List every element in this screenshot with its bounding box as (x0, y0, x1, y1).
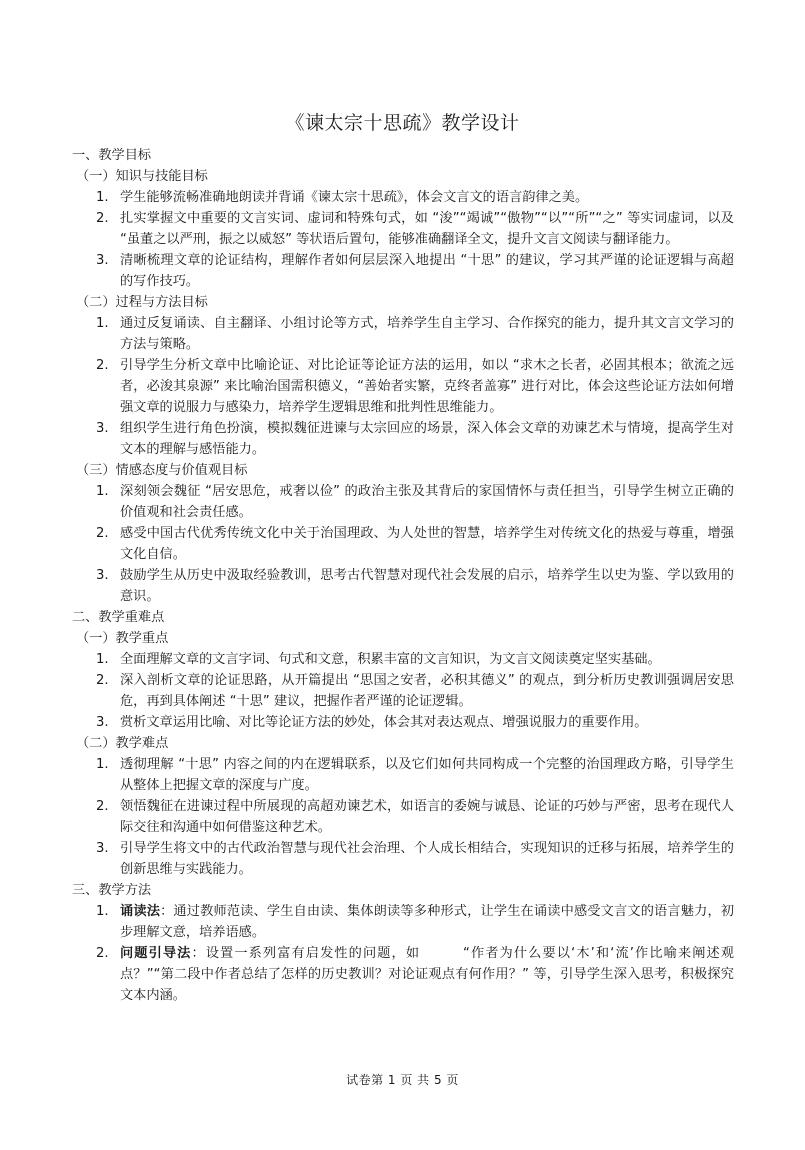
item-text: 引导学生分析文章中比喻论证、对比论证等论证方法的运用，如以 “求木之长者，必固其根本；欲流之远者，必浚其泉源” 来比喻治国需积德义，“善始者实繁，克终者盖寡” 进行对比，体会这些论证方法如何增强文章的说服力与感染力，培养学生逻辑思维和批判性思维能力。 (120, 358, 734, 415)
item-text: 组织学生进行角色扮演，模拟魏征进谏与太宗回应的场景，深入体会文章的劝谏艺术与情境，提高学生对文本的理解与感悟能力。 (120, 421, 734, 457)
list-item (72, 565, 734, 607)
item-number: 1. (96, 757, 109, 772)
numbered-list (72, 313, 734, 460)
item-number: 2. (96, 799, 109, 814)
list-item (72, 670, 734, 712)
item-number: 2. (96, 211, 109, 226)
item-text: 透彻理解 “十思” 内容之间的内在逻辑联系，以及它们如何共同构成一个完整的治国理政方略，引导学生从整体上把握文章的深度与广度。 (120, 757, 734, 793)
list-item (72, 901, 734, 943)
item-text: 引导学生将文中的古代政治智慧与现代社会治理、个人成长相结合，实现知识的迁移与拓展，培养学生的创新思维与实践能力。 (120, 841, 734, 877)
page-title: 《谏太宗十思疏》教学设计 (285, 112, 520, 134)
item-number: 3. (96, 421, 109, 436)
item-number: 2. (96, 673, 109, 688)
subsection-heading: （三）情感态度与价值观目标 (76, 463, 248, 478)
page-footer: 试卷第 1 页 共 5 页 (346, 1073, 459, 1087)
item-number: 1. (96, 484, 109, 499)
numbered-list (72, 649, 734, 733)
numbered-list (72, 754, 734, 880)
list-item (72, 355, 734, 418)
item-text: 学生能够流畅准确地朗读并背诵《谏太宗十思疏》，体会文言文的语言韵律之美。 (120, 190, 589, 205)
item-number: 3. (96, 841, 109, 856)
item-text: 通过反复诵读、自主翻译、小组讨论等方式，培养学生自主学习、合作探究的能力，提升其文言文学习的方法与策略。 (120, 316, 734, 352)
item-text: ：设置一系列富有启发性的问题，如 “作者为什么要以‘木’和‘流’作比喻来阐述观点？”“第二段中作者总结了怎样的历史教训？对论证观点有何作用？” 等，引导学生深入思考，积极探究文本内涵。 (120, 946, 734, 1003)
numbered-list (72, 481, 734, 607)
item-number: 2. (96, 358, 109, 373)
subsection-heading: （二）教学难点 (76, 736, 169, 751)
item-number: 2. (96, 946, 109, 961)
item-text: 深刻领会魏征 “居安思危，戒奢以俭” 的政治主张及其背后的家国情怀与责任担当，引导学生树立正确的价值观和社会责任感。 (120, 484, 734, 520)
list-item (72, 481, 734, 523)
item-text: 感受中国古代优秀传统文化中关于治国理政、为人处世的智慧，培养学生对传统文化的热爱与尊重，增强文化自信。 (120, 526, 734, 562)
subsection-heading: （二）过程与方法目标 (76, 295, 208, 310)
list-item (72, 187, 734, 208)
item-text: 全面理解文章的文言字词、句式和文意，积累丰富的文言知识，为文言文阅读奠定坚实基础。 (120, 652, 661, 667)
document-body (72, 145, 734, 1006)
item-number: 3. (96, 253, 109, 268)
section-heading: 二、教学重难点 (72, 610, 165, 625)
list-item (72, 523, 734, 565)
item-text: 鼓励学生从历史中汲取经验教训，思考古代智慧对现代社会发展的启示，培养学生以史为鉴、学以致用的意识。 (120, 568, 734, 604)
item-text: 赏析文章运用比喻、对比等论证方法的妙处，体会其对表达观点、增强说服力的重要作用。 (120, 715, 648, 730)
list-item (72, 208, 734, 250)
item-text: ：通过教师范读、学生自由读、集体朗读等多种形式，让学生在诵读中感受文言文的语言魅力，初步理解文意，培养语感。 (120, 904, 735, 940)
method-label: 问题引导法 (120, 946, 192, 961)
list-item (72, 943, 734, 1006)
item-number: 3. (96, 715, 109, 730)
item-text: 领悟魏征在进谏过程中所展现的高超劝谏艺术，如语言的委婉与诚恳、论证的巧妙与严密，思考在现代人际交往和沟通中如何借鉴这种艺术。 (120, 799, 734, 835)
list-item (72, 838, 734, 880)
subsection-heading: （一）知识与技能目标 (76, 169, 208, 184)
numbered-list (72, 901, 734, 1006)
item-number: 2. (96, 526, 109, 541)
subsection-heading: （一）教学重点 (76, 631, 169, 646)
section-heading: 三、教学方法 (72, 883, 152, 898)
item-number: 3. (96, 568, 109, 583)
list-item (72, 418, 734, 460)
section-heading: 一、教学目标 (72, 148, 152, 163)
list-item (72, 712, 734, 733)
list-item (72, 649, 734, 670)
item-text: 扎实掌握文中重要的文言实词、虚词和特殊句式，如 “浚”“竭诚”“傲物”“以”“所”“之” 等实词虚词，以及 “虽董之以严刑，振之以威怒” 等状语后置句，能够准确翻译全文，提升文言文阅读与翻译能力。 (120, 211, 734, 247)
list-item (72, 250, 734, 292)
method-label: 诵读法 (120, 904, 161, 919)
list-item (72, 754, 734, 796)
item-number: 1. (96, 190, 109, 205)
item-text: 深入剖析文章的论证思路，从开篇提出 “思国之安者，必积其德义” 的观点，到分析历史教训强调居安思危，再到具体阐述 “十思” 建议，把握作者严谨的论证逻辑。 (120, 673, 734, 709)
numbered-list (72, 187, 734, 292)
item-number: 1. (96, 652, 109, 667)
list-item (72, 313, 734, 355)
item-text: 清晰梳理文章的论证结构，理解作者如何层层深入地提出 “十思” 的建议，学习其严谨的论证逻辑与高超的写作技巧。 (120, 253, 734, 289)
item-number: 1. (96, 316, 109, 331)
item-number: 1. (96, 904, 109, 919)
list-item (72, 796, 734, 838)
